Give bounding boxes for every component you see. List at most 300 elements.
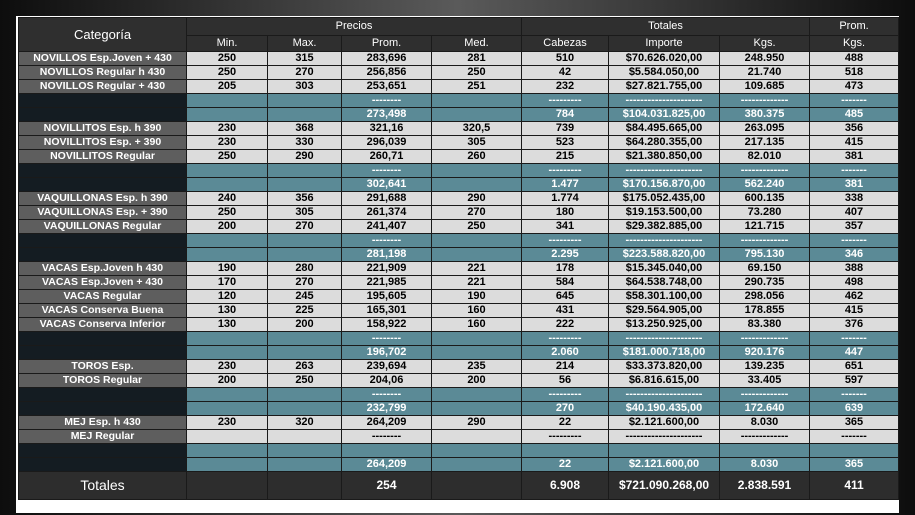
table-cell: 139.235: [720, 360, 810, 374]
table-cell: ---------: [522, 430, 609, 444]
table-cell: 165,301: [342, 304, 432, 318]
row-category: VAQUILLONAS Esp. h 390: [19, 192, 187, 206]
table-cell: -------: [810, 430, 899, 444]
table-cell: $29.564.905,00: [609, 304, 720, 318]
table-cell: ---------: [522, 234, 609, 248]
table-cell: 130: [187, 318, 268, 332]
table-cell: 296,039: [342, 136, 432, 150]
header-kgs: Kgs.: [720, 36, 810, 52]
table-cell: 510: [522, 52, 609, 66]
table-cell: 488: [810, 52, 899, 66]
header-prom: Prom.: [342, 36, 432, 52]
table-cell: 447: [810, 346, 899, 360]
table-cell: $13.250.925,00: [609, 318, 720, 332]
row-category: [19, 234, 187, 248]
table-cell: 230: [187, 136, 268, 150]
table-cell: 380.375: [720, 108, 810, 122]
table-cell: 263.095: [720, 122, 810, 136]
row-category: NOVILLOS Regular h 430: [19, 66, 187, 80]
table-cell: 270: [268, 276, 342, 290]
table-cell: ---------: [522, 94, 609, 108]
table-cell: 69.150: [720, 262, 810, 276]
table-cell: [268, 234, 342, 248]
table-cell: $27.821.755,00: [609, 80, 720, 94]
table-cell: 356: [268, 192, 342, 206]
table-cell: 204,06: [342, 374, 432, 388]
table-cell: [432, 430, 522, 444]
table-cell: $19.153.500,00: [609, 206, 720, 220]
table-cell: 270: [522, 402, 609, 416]
table-cell: [268, 346, 342, 360]
header-importe: Importe: [609, 36, 720, 52]
table-cell: 305: [268, 206, 342, 220]
table-cell: 263: [268, 360, 342, 374]
table-cell: ---------------------: [609, 332, 720, 346]
table-cell: --------: [342, 430, 432, 444]
table-cell: 281,198: [342, 248, 432, 262]
table-cell: -------------: [720, 94, 810, 108]
subtotal-row: [19, 346, 899, 360]
table-cell: 320,5: [432, 122, 522, 136]
table-cell: $6.816.615,00: [609, 374, 720, 388]
table-cell: 338: [810, 192, 899, 206]
table-cell: 130: [187, 304, 268, 318]
table-cell: 200: [268, 318, 342, 332]
table-cell: [522, 444, 609, 458]
table-cell: 195,605: [342, 290, 432, 304]
subtotal-row: [19, 458, 899, 472]
table-cell: --------: [342, 234, 432, 248]
table-cell: [268, 458, 342, 472]
cattle-prices-table: [18, 17, 899, 500]
table-cell: [432, 108, 522, 122]
table-cell: ---------: [522, 388, 609, 402]
row-category: [19, 108, 187, 122]
separator-row: [19, 164, 899, 178]
table-cell: 217.135: [720, 136, 810, 150]
table-cell: 221: [432, 262, 522, 276]
table-cell: [187, 178, 268, 192]
subtotal-row: [19, 178, 899, 192]
table-cell: [432, 458, 522, 472]
table-cell: 160: [432, 318, 522, 332]
row-category: [19, 94, 187, 108]
table-cell: 518: [810, 66, 899, 80]
table-cell: $70.626.020,00: [609, 52, 720, 66]
table-cell: 248.950: [720, 52, 810, 66]
table-cell: 485: [810, 108, 899, 122]
table-cell: 8.030: [720, 458, 810, 472]
table-cell: [187, 444, 268, 458]
table-cell: 22: [522, 458, 609, 472]
table-row: [19, 80, 899, 94]
row-category: VACAS Conserva Buena: [19, 304, 187, 318]
table-cell: 1.477: [522, 178, 609, 192]
table-cell: ---------------------: [609, 388, 720, 402]
table-row: [19, 262, 899, 276]
table-cell: 365: [810, 458, 899, 472]
table-cell: 920.176: [720, 346, 810, 360]
table-row: [19, 150, 899, 164]
table-cell: $40.190.435,00: [609, 402, 720, 416]
table-cell: $104.031.825,00: [609, 108, 720, 122]
table-row: [19, 136, 899, 150]
table-cell: 205: [187, 80, 268, 94]
totals-row: [19, 472, 899, 500]
row-category: VACAS Esp.Joven + 430: [19, 276, 187, 290]
table-cell: [268, 94, 342, 108]
table-cell: [432, 164, 522, 178]
table-cell: 584: [522, 276, 609, 290]
table-cell: $64.280.355,00: [609, 136, 720, 150]
table-cell: 562.240: [720, 178, 810, 192]
table-cell: ---------------------: [609, 94, 720, 108]
table-cell: ---------------------: [609, 164, 720, 178]
table-cell: 2.295: [522, 248, 609, 262]
table-cell: 241,407: [342, 220, 432, 234]
header-cabezas: Cabezas: [522, 36, 609, 52]
table-cell: 230: [187, 416, 268, 430]
table-cell: 281: [432, 52, 522, 66]
table-cell: $175.052.435,00: [609, 192, 720, 206]
table-cell: ---------------------: [609, 234, 720, 248]
table-cell: 250: [187, 150, 268, 164]
table-cell: 180: [522, 206, 609, 220]
header-med: Med.: [432, 36, 522, 52]
table-cell: 290.735: [720, 276, 810, 290]
table-cell: 200: [432, 374, 522, 388]
table-cell: 498: [810, 276, 899, 290]
table-cell: 196,702: [342, 346, 432, 360]
row-category: [19, 346, 187, 360]
table-cell: 473: [810, 80, 899, 94]
table-cell: $33.373.820,00: [609, 360, 720, 374]
table-row: [19, 416, 899, 430]
row-category: VACAS Conserva Inferior: [19, 318, 187, 332]
separator-row: [19, 332, 899, 346]
table-cell: 22: [522, 416, 609, 430]
table-row: [19, 318, 899, 332]
table-cell: [720, 444, 810, 458]
table-cell: [342, 444, 432, 458]
totals-cell: [268, 472, 342, 500]
table-cell: -------: [810, 94, 899, 108]
table-cell: 273,498: [342, 108, 432, 122]
table-cell: 376: [810, 318, 899, 332]
table-cell: 346: [810, 248, 899, 262]
table-cell: [268, 178, 342, 192]
table-cell: 200: [187, 220, 268, 234]
table-cell: [432, 178, 522, 192]
table-cell: 651: [810, 360, 899, 374]
table-cell: 315: [268, 52, 342, 66]
header-totales: Totales: [522, 18, 810, 36]
table-cell: 365: [810, 416, 899, 430]
row-category: VACAS Regular: [19, 290, 187, 304]
totals-cell: 2.838.591: [720, 472, 810, 500]
table-cell: 264,209: [342, 458, 432, 472]
table-cell: -------------: [720, 164, 810, 178]
table-cell: 250: [187, 66, 268, 80]
row-category: VAQUILLONAS Esp. + 390: [19, 206, 187, 220]
table-cell: 298.056: [720, 290, 810, 304]
table-cell: 431: [522, 304, 609, 318]
table-cell: 33.405: [720, 374, 810, 388]
table-cell: 245: [268, 290, 342, 304]
table-cell: [268, 248, 342, 262]
header-min: Min.: [187, 36, 268, 52]
row-category: MEJ Esp. h 430: [19, 416, 187, 430]
table-cell: 600.135: [720, 192, 810, 206]
table-cell: 221,985: [342, 276, 432, 290]
table-cell: 235: [432, 360, 522, 374]
table-cell: 381: [810, 150, 899, 164]
table-row: [19, 66, 899, 80]
table-cell: 270: [268, 66, 342, 80]
header-prom-kgs: Kgs.: [810, 36, 899, 52]
row-category: TOROS Esp.: [19, 360, 187, 374]
table-cell: [187, 164, 268, 178]
table-cell: 215: [522, 150, 609, 164]
table-cell: 82.010: [720, 150, 810, 164]
table-cell: 415: [810, 136, 899, 150]
table-cell: 109.685: [720, 80, 810, 94]
row-category: [19, 178, 187, 192]
table-row: [19, 374, 899, 388]
table-cell: 639: [810, 402, 899, 416]
table-cell: 303: [268, 80, 342, 94]
table-cell: [268, 332, 342, 346]
table-cell: [187, 430, 268, 444]
table-cell: 232,799: [342, 402, 432, 416]
table-cell: -------------: [720, 388, 810, 402]
table-row: [19, 276, 899, 290]
totals-cell: [432, 472, 522, 500]
table-cell: 83.380: [720, 318, 810, 332]
table-cell: --------: [342, 164, 432, 178]
row-category: NOVILLITOS Regular: [19, 150, 187, 164]
table-cell: -------------: [720, 332, 810, 346]
row-category: [19, 388, 187, 402]
table-cell: ---------: [522, 164, 609, 178]
row-category: MEJ Regular: [19, 430, 187, 444]
table-cell: 462: [810, 290, 899, 304]
table-cell: $170.156.870,00: [609, 178, 720, 192]
header-categoria: Categoría: [19, 18, 187, 52]
table-cell: 256,856: [342, 66, 432, 80]
table-cell: [268, 430, 342, 444]
totals-cell: 254: [342, 472, 432, 500]
table-row: [19, 206, 899, 220]
table-cell: 120: [187, 290, 268, 304]
totals-cell: 6.908: [522, 472, 609, 500]
table-cell: 290: [432, 192, 522, 206]
table-cell: 368: [268, 122, 342, 136]
table-cell: 739: [522, 122, 609, 136]
table-cell: 261,374: [342, 206, 432, 220]
table-cell: 1.774: [522, 192, 609, 206]
table-cell: 2.060: [522, 346, 609, 360]
table-cell: [432, 94, 522, 108]
table-cell: [268, 402, 342, 416]
table-cell: 290: [432, 416, 522, 430]
table-cell: 178: [522, 262, 609, 276]
table-cell: [432, 332, 522, 346]
row-category: VAQUILLONAS Regular: [19, 220, 187, 234]
totals-cell: $721.090.268,00: [609, 472, 720, 500]
table-cell: $84.495.665,00: [609, 122, 720, 136]
row-category: NOVILLITOS Esp. h 390: [19, 122, 187, 136]
table-cell: 230: [187, 122, 268, 136]
totals-cell: 411: [810, 472, 899, 500]
table-cell: 784: [522, 108, 609, 122]
separator-row: [19, 234, 899, 248]
totals-cell: [187, 472, 268, 500]
table-cell: 645: [522, 290, 609, 304]
table-cell: [187, 108, 268, 122]
table-cell: 291,688: [342, 192, 432, 206]
table-cell: [432, 346, 522, 360]
table-cell: -------------: [720, 234, 810, 248]
separator-row: [19, 388, 899, 402]
table-cell: 795.130: [720, 248, 810, 262]
table-cell: 260,71: [342, 150, 432, 164]
table-cell: 523: [522, 136, 609, 150]
table-row: [19, 122, 899, 136]
table-cell: 73.280: [720, 206, 810, 220]
table-cell: 250: [187, 52, 268, 66]
table-cell: $29.382.885,00: [609, 220, 720, 234]
table-cell: 260: [432, 150, 522, 164]
table-row: [19, 290, 899, 304]
table-cell: [268, 388, 342, 402]
table-cell: [268, 444, 342, 458]
table-body: [19, 52, 899, 472]
table-cell: 415: [810, 304, 899, 318]
table-cell: [432, 444, 522, 458]
row-category: [19, 444, 187, 458]
table-cell: -------------: [720, 430, 810, 444]
table-cell: 283,696: [342, 52, 432, 66]
table-cell: 597: [810, 374, 899, 388]
table-cell: $21.380.850,00: [609, 150, 720, 164]
table-cell: 341: [522, 220, 609, 234]
table-cell: $5.584.050,00: [609, 66, 720, 80]
table-cell: 407: [810, 206, 899, 220]
table-cell: 21.740: [720, 66, 810, 80]
row-category: [19, 458, 187, 472]
table-cell: [432, 234, 522, 248]
table-cell: 239,694: [342, 360, 432, 374]
table-cell: 42: [522, 66, 609, 80]
table-cell: -------: [810, 388, 899, 402]
table-row: [19, 430, 899, 444]
table-cell: 230: [187, 360, 268, 374]
table-cell: [187, 458, 268, 472]
table-cell: $2.121.600,00: [609, 416, 720, 430]
table-cell: [432, 388, 522, 402]
table-cell: 290: [268, 150, 342, 164]
table-cell: [268, 164, 342, 178]
table-cell: 56: [522, 374, 609, 388]
table-cell: 356: [810, 122, 899, 136]
subtotal-row: [19, 248, 899, 262]
table-cell: 214: [522, 360, 609, 374]
table-cell: 8.030: [720, 416, 810, 430]
table-cell: [187, 94, 268, 108]
row-category: NOVILLITOS Esp. + 390: [19, 136, 187, 150]
row-category: [19, 248, 187, 262]
table-cell: 240: [187, 192, 268, 206]
table-row: [19, 304, 899, 318]
table-cell: [810, 444, 899, 458]
table-cell: -------: [810, 234, 899, 248]
table-cell: 357: [810, 220, 899, 234]
table-cell: 225: [268, 304, 342, 318]
table-cell: 251: [432, 80, 522, 94]
table-cell: 232: [522, 80, 609, 94]
table-cell: --------: [342, 332, 432, 346]
table-cell: --------: [342, 388, 432, 402]
table-cell: 190: [187, 262, 268, 276]
row-category: NOVILLOS Esp.Joven + 430: [19, 52, 187, 66]
table-cell: $181.000.718,00: [609, 346, 720, 360]
table-cell: 178.855: [720, 304, 810, 318]
subtotal-row: [19, 108, 899, 122]
table-cell: $64.538.748,00: [609, 276, 720, 290]
table-cell: 250: [432, 66, 522, 80]
table-cell: 330: [268, 136, 342, 150]
row-category: [19, 164, 187, 178]
row-category: TOROS Regular: [19, 374, 187, 388]
table-cell: [432, 402, 522, 416]
row-category: NOVILLOS Regular + 430: [19, 80, 187, 94]
table-cell: 222: [522, 318, 609, 332]
table-cell: 388: [810, 262, 899, 276]
table-cell: 190: [432, 290, 522, 304]
table-cell: 302,641: [342, 178, 432, 192]
table-cell: 270: [432, 206, 522, 220]
table-cell: 160: [432, 304, 522, 318]
table-cell: 250: [187, 206, 268, 220]
table-row: [19, 220, 899, 234]
row-category: [19, 332, 187, 346]
table-cell: [187, 332, 268, 346]
table-cell: 221: [432, 276, 522, 290]
table-row: [19, 52, 899, 66]
separator-row: [19, 444, 899, 458]
table-cell: $223.588.820,00: [609, 248, 720, 262]
table-cell: [187, 402, 268, 416]
table-cell: $2.121.600,00: [609, 458, 720, 472]
table-cell: 321,16: [342, 122, 432, 136]
row-category: VACAS Esp.Joven h 430: [19, 262, 187, 276]
table-cell: 250: [268, 374, 342, 388]
table-cell: 158,922: [342, 318, 432, 332]
table-cell: [187, 388, 268, 402]
table-cell: 381: [810, 178, 899, 192]
header-prom-group: Prom.: [810, 18, 899, 36]
table-cell: --------: [342, 94, 432, 108]
table-cell: 121.715: [720, 220, 810, 234]
table-cell: 170: [187, 276, 268, 290]
table-cell: 264,209: [342, 416, 432, 430]
table-cell: 253,651: [342, 80, 432, 94]
table-cell: 200: [187, 374, 268, 388]
table-cell: 172.640: [720, 402, 810, 416]
table-cell: [187, 234, 268, 248]
table-cell: -------: [810, 332, 899, 346]
